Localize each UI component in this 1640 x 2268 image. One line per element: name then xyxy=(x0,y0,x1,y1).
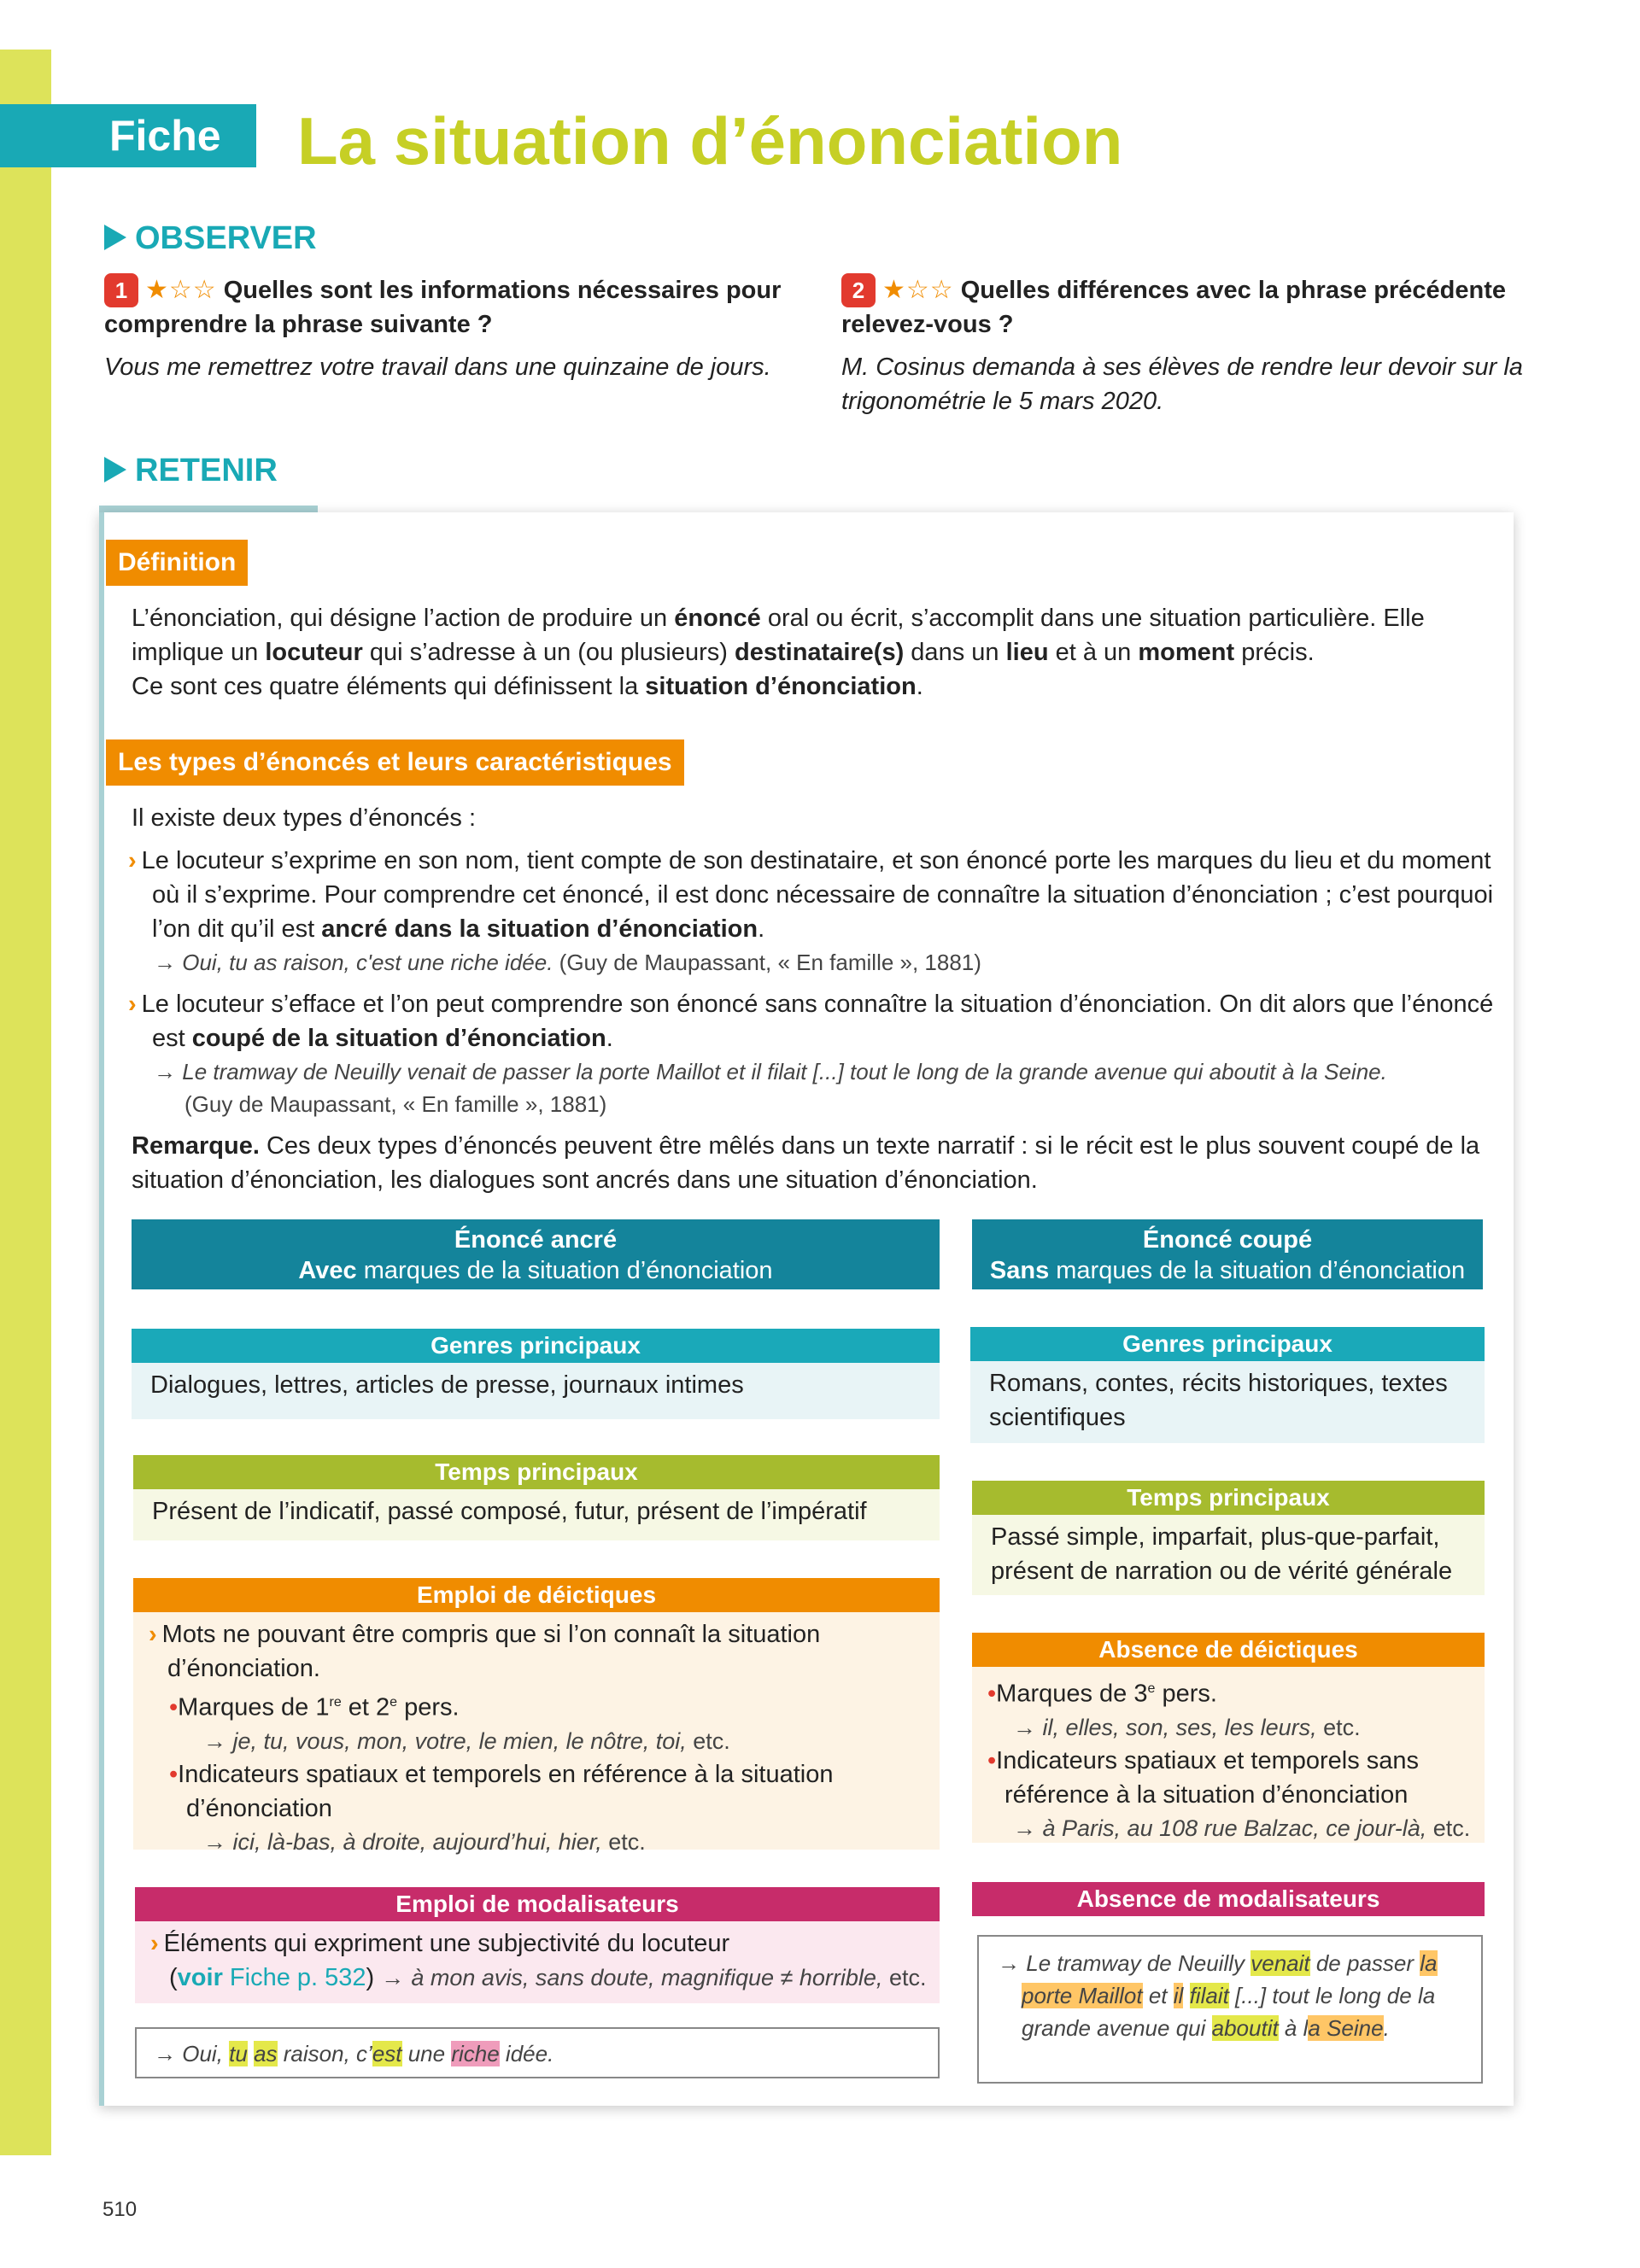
fiche-tag xyxy=(0,104,256,209)
modalisateurs-band-left: Emploi de modalisateurs xyxy=(135,1887,940,1921)
play-triangle-icon xyxy=(104,225,126,250)
question-number: 2 xyxy=(841,273,876,307)
retenir-divider xyxy=(99,506,318,512)
question-sentence: M. Cosinus demanda à ses élèves de rendre leur devoir sur la trigonométrie le 5 mars 2020. xyxy=(841,354,1523,415)
arrow-icon: → xyxy=(998,1950,1020,1976)
arrow-icon: → xyxy=(203,1828,226,1855)
chevron-icon: › xyxy=(149,1621,157,1648)
remark: Remarque. Ces deux types d’énoncés peuvent être mêlés dans un texte narratif : si le récit est le plus souvent coupé de la situation d’énonciation, les dialogues sont ancrés dans une situation d’énonciation. xyxy=(132,1132,1480,1194)
types-tag: Les types d’énoncés et leurs caractéristiques xyxy=(106,739,684,786)
arrow-icon: → xyxy=(154,1059,176,1084)
genres-band-left: Genres principaux xyxy=(132,1329,940,1363)
question-sentence: Vous me remettrez votre travail dans une quinzaine de jours. xyxy=(104,354,771,381)
page-title: La situation d’énonciation xyxy=(297,103,1123,178)
arrow-icon: → xyxy=(1013,1714,1036,1740)
example-box-right: → Le tramway de Neuilly venait de passer la porte Maillot et il filait [...] tout le long de la grande avenue qui aboutit à la Seine. xyxy=(977,1935,1483,2084)
deictiques-right: •Marques de 3e pers. → il, elles, son, ses, les leurs, etc. •Indicateurs spatiaux et temporels sans référence à la situation d’énonciation → à Paris, au 108 rue Balzac, ce jour-là, etc. xyxy=(972,1667,1485,1843)
question-number: 1 xyxy=(104,273,138,307)
page-number: 510 xyxy=(102,2198,138,2221)
temps-band-left: Temps principaux xyxy=(133,1455,940,1489)
chevron-icon: › xyxy=(150,1930,159,1957)
example-coupe: → Le tramway de Neuilly venait de passer la porte Maillot et il filait [...] tout le long de la grande avenue qui aboutit à la Seine. (Guy de Maupassant, « En famille », 1881) xyxy=(154,1059,1387,1117)
difficulty-stars-icon: ★☆☆ xyxy=(882,276,954,304)
retenir-heading: RETENIR xyxy=(104,453,278,489)
play-triangle-icon xyxy=(104,457,126,482)
observer-heading: OBSERVER xyxy=(104,220,317,257)
deictiques-left: › Mots ne pouvant être compris que si l’on connaît la situation d’énonciation. •Marques de 1re et 2e pers. → je, tu, vous, mon, votre, le mien, le nôtre, toi, etc. •Indicateurs spatiaux et temporels en référence à la situation d’énonciation → ici, là-bas, à droite, aujourd’hui, hier, etc. xyxy=(133,1612,940,1850)
enonce-ancre-header: Énoncé ancré Avec marques de la situation d’énonciation xyxy=(132,1219,940,1289)
modalisateurs-band-right: Absence de modalisateurs xyxy=(972,1882,1485,1916)
modalisateurs-left: › Éléments qui expriment une subjectivité du locuteur (voir Fiche p. 532) → à mon avis, sans doute, magnifique ≠ horrible, etc. xyxy=(135,1921,940,2003)
type-item-ancre: › Le locuteur s’exprime en son nom, tient compte de son destinataire, et son énoncé porte les marques du lieu et du moment où il s’exprime. Pour comprendre cet énoncé, il est donc nécessaire de connaître la situation d’énonciation ; c’est pourquoi l’on dit qu’il est ancré dans la situation d’énonciation. xyxy=(128,847,1494,943)
temps-band-right: Temps principaux xyxy=(972,1481,1485,1515)
arrow-icon: → xyxy=(154,2041,176,2066)
voir-link[interactable]: voir xyxy=(177,1964,223,1991)
chevron-icon: › xyxy=(128,847,137,874)
genres-band-right: Genres principaux xyxy=(970,1327,1485,1361)
enonce-coupe-header: Énoncé coupé Sans marques de la situation d’énonciation xyxy=(972,1219,1483,1289)
deictiques-band-right: Absence de déictiques xyxy=(972,1633,1485,1667)
fiche-link[interactable]: Fiche p. 532 xyxy=(222,1964,366,1991)
arrow-icon: → xyxy=(154,950,176,975)
side-band xyxy=(0,50,51,2155)
deictiques-band-left: Emploi de déictiques xyxy=(133,1578,940,1612)
fiche-label: Fiche 1 xyxy=(109,112,221,209)
difficulty-stars-icon: ★☆☆ xyxy=(145,276,217,304)
arrow-icon: → xyxy=(1013,1815,1036,1841)
example-ancre: → Oui, tu as raison, c'est une riche idée. (Guy de Maupassant, « En famille », 1881) xyxy=(154,950,981,975)
question-text: Quelles différences avec la phrase précédente relevez-vous ? xyxy=(841,277,1506,338)
question-text: Quelles sont les informations nécessaires pour comprendre la phrase suivante ? xyxy=(104,277,782,338)
bullet-icon: • xyxy=(169,1760,179,1788)
example-box-left: → Oui, tu as raison, c’est une riche idée. xyxy=(135,2027,940,2078)
definition-tag: Définition xyxy=(106,540,248,586)
bullet-icon: • xyxy=(987,1680,997,1708)
temps-right: Passé simple, imparfait, plus-que-parfait, présent de narration ou de vérité générale xyxy=(972,1515,1485,1595)
bullet-icon: • xyxy=(987,1746,997,1774)
arrow-icon: → xyxy=(381,1965,405,1990)
genres-right: Romans, contes, récits historiques, textes scientifiques xyxy=(970,1361,1485,1443)
question-1 xyxy=(104,273,788,384)
genres-left: Dialogues, lettres, articles de presse, journaux intimes xyxy=(132,1363,940,1419)
question-2 xyxy=(841,273,1525,418)
definition-text: L’énonciation, qui désigne l’action de produire un énoncé oral ou écrit, s’accomplit dans une situation particulière. Elle implique un locuteur qui s’adresse à un (ou plusieurs) destinataire(s) dans un lieu et à un moment précis. Ce sont ces quatre éléments qui définissent la situation d’énonciation. xyxy=(132,605,1425,700)
chevron-icon: › xyxy=(128,991,137,1018)
types-intro: Il existe deux types d’énoncés : xyxy=(132,804,477,832)
temps-left: Présent de l’indicatif, passé composé, futur, présent de l’impératif xyxy=(133,1489,940,1540)
bullet-icon: • xyxy=(169,1693,179,1721)
type-item-coupe: › Le locuteur s’efface et l’on peut comprendre son énoncé sans connaître la situation d’énonciation. On dit alors que l’énoncé est coupé de la situation d’énonciation. xyxy=(128,991,1494,1052)
arrow-icon: → xyxy=(203,1727,226,1754)
